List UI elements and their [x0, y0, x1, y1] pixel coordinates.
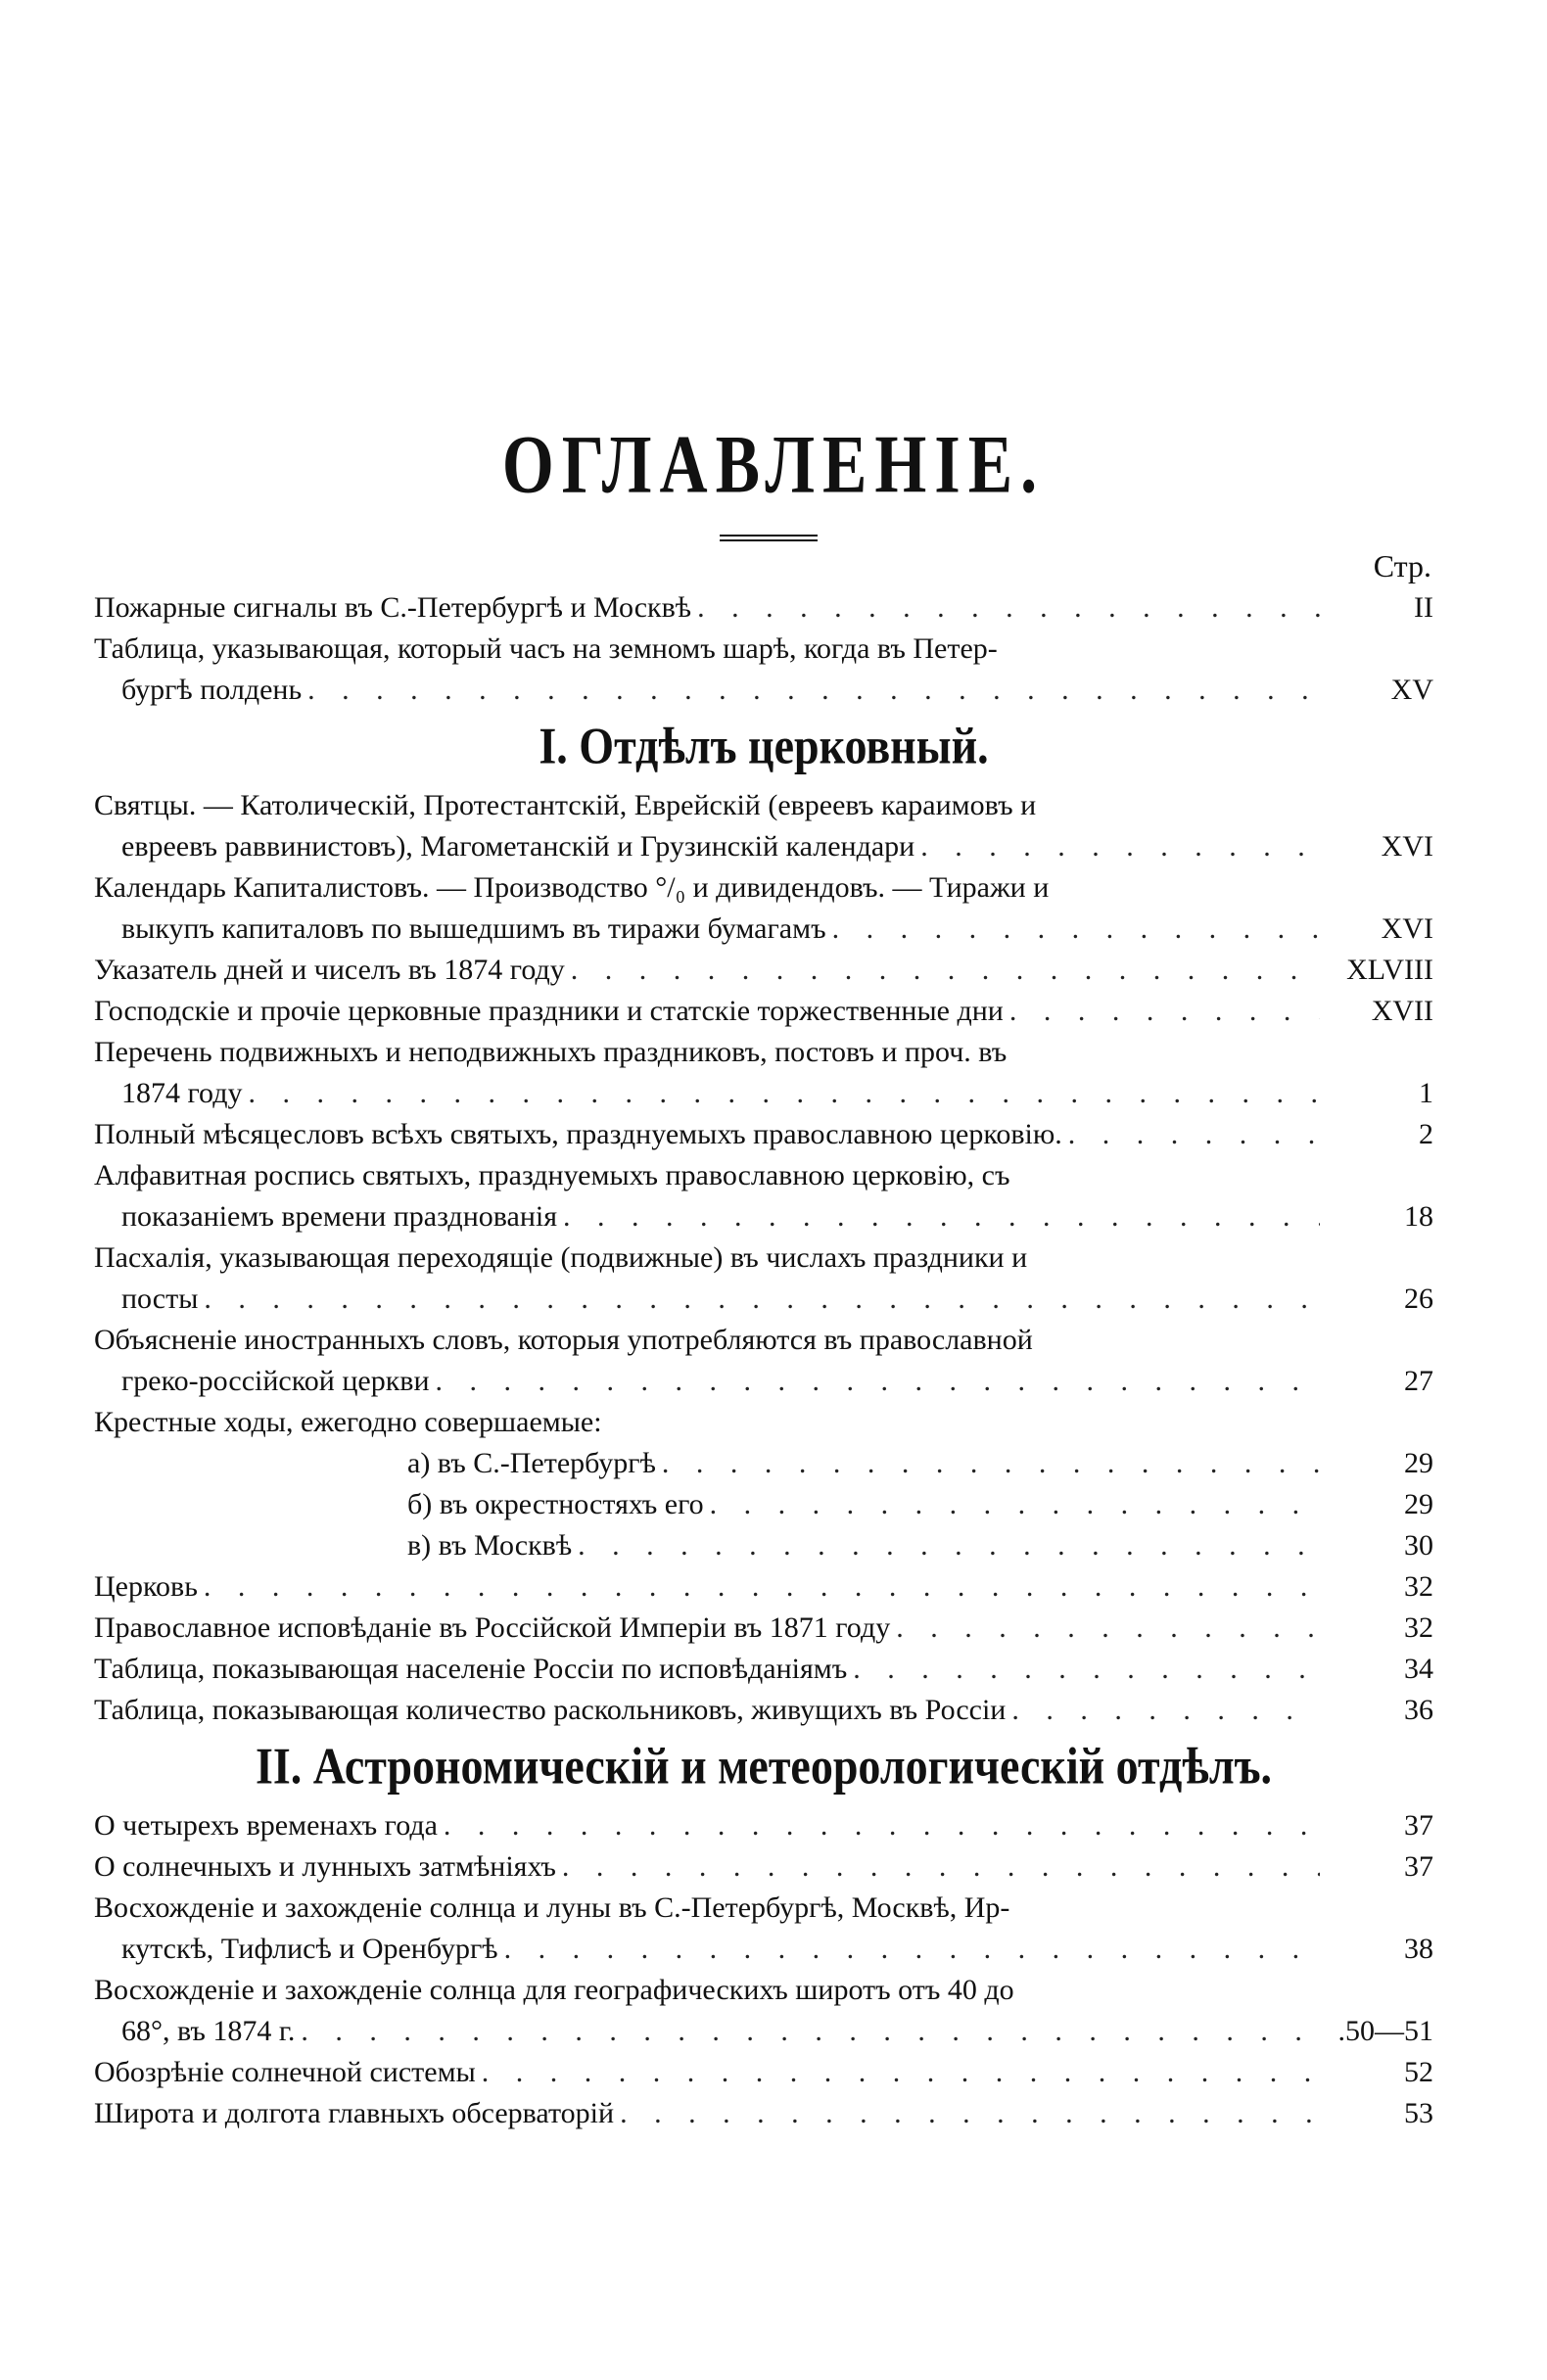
toc-entry[interactable] [94, 991, 1433, 1032]
entry-text-continued [94, 2011, 1326, 2052]
toc-entry[interactable] [94, 1846, 1433, 1888]
entry-text: Указатель дней и чиселъ въ 1874 году [94, 954, 565, 986]
entry-text-continued [94, 1929, 1326, 1970]
page-number: 29 [1404, 1488, 1433, 1520]
page-number: 53 [1404, 2097, 1433, 2129]
dot-leader [896, 1608, 1320, 1649]
entry-line [94, 587, 1326, 629]
dot-leader [853, 1649, 1320, 1690]
toc-entry[interactable] [94, 1649, 1433, 1690]
dot-leader [620, 2093, 1320, 2134]
entry-text: Восхожденіе и захожденіе солнца и луны въ С.-Петербургѣ, Москвѣ, Ир- [94, 1891, 1010, 1924]
dot-leader [504, 1929, 1320, 1970]
page-number: XVI [1381, 912, 1433, 945]
toc-entry[interactable] [94, 1888, 1433, 1970]
entry-line [94, 1566, 1326, 1608]
entry-text: Перечень подвижныхъ и неподвижныхъ праздниковъ, постовъ и проч. въ [94, 1036, 1008, 1068]
entry-line [94, 1690, 1326, 1731]
dot-leader [1011, 1690, 1320, 1731]
toc-entry[interactable] [94, 1484, 1433, 1525]
page-title: ОГЛАВЛЕНІЕ. [501, 417, 1046, 511]
page-number: 26 [1404, 1283, 1433, 1315]
toc-entry[interactable] [94, 1970, 1433, 2052]
page-number: XVII [1371, 995, 1433, 1027]
dot-leader [662, 1443, 1320, 1484]
dot-leader [444, 1805, 1320, 1846]
page-number: 29 [1404, 1447, 1433, 1479]
toc-entry[interactable] [94, 1608, 1433, 1649]
page-number: 37 [1404, 1850, 1433, 1883]
entry-text: Широта и долгота главныхъ обсерваторій [94, 2097, 615, 2129]
dot-leader [697, 587, 1320, 629]
entry-text: Православное исповѣданіе въ Россійской Имперіи въ 1871 году [94, 1611, 891, 1644]
entry-text: Восхожденіе и захожденіе солнца для географическихъ широтъ отъ 40 до [94, 1974, 1014, 2006]
entry-line [94, 2093, 1326, 2134]
toc-entry[interactable] [94, 1443, 1433, 1484]
entry-text-cont: 68°, въ 1874 г. [121, 2015, 296, 2047]
entry-text: Таблица, показывающая количество раскольниковъ, живущихъ въ Россіи [94, 1694, 1007, 1726]
toc-entry[interactable] [94, 1690, 1433, 1731]
entry-text-cont: греко-россійской церкви [121, 1365, 430, 1397]
entry-line [94, 1846, 1326, 1888]
dot-leader [571, 950, 1320, 991]
dot-leader [920, 826, 1320, 867]
dot-leader [436, 1361, 1320, 1402]
page-number: 37 [1404, 1809, 1433, 1842]
entry-text-cont: 1874 году [121, 1077, 243, 1109]
entry-text-continued [94, 1196, 1326, 1237]
toc-entry[interactable] [94, 1320, 1433, 1402]
page-column-label: Стр. [1373, 548, 1431, 583]
entry-text-continued [94, 1361, 1326, 1402]
entry-line [407, 1443, 1326, 1484]
entry-text: Таблица, указывающая, который часъ на земномъ шарѣ, когда въ Петер- [94, 632, 998, 665]
toc-entry[interactable] [94, 1237, 1433, 1320]
page-number: 27 [1404, 1365, 1433, 1397]
entry-text: Церковь [94, 1570, 198, 1603]
toc-entry[interactable] [94, 2052, 1433, 2093]
entry-line [94, 1608, 1326, 1649]
entry-text: О четырехъ временахъ года [94, 1809, 438, 1842]
page-number: 2 [1419, 1118, 1433, 1150]
entry-text: Полный мѣсяцесловъ всѣхъ святыхъ, празднуемыхъ православною церковію. [94, 1118, 1062, 1150]
page-number: XV [1390, 674, 1433, 706]
dot-leader [204, 1279, 1320, 1320]
toc-entry[interactable] [94, 1155, 1433, 1237]
page-number: 32 [1404, 1611, 1433, 1644]
toc-entry[interactable] [94, 1525, 1433, 1566]
dot-leader [832, 909, 1320, 950]
toc-entry[interactable] [94, 1805, 1433, 1846]
dot-leader [482, 2052, 1320, 2093]
page-number: II [1414, 591, 1433, 624]
entry-text: Объясненіе иностранныхъ словъ, которыя употребляются въ православной [94, 1324, 1033, 1356]
dot-leader [1009, 991, 1320, 1032]
dot-leader [301, 2011, 1320, 2052]
dot-leader [248, 1073, 1320, 1114]
toc-entry[interactable] [94, 1566, 1433, 1608]
entry-line [94, 2052, 1326, 2093]
entry-text-continued [94, 909, 1326, 950]
entry-text: Календарь Капиталистовъ. — Производство °/₀ и дивидендовъ. — Тиражи и [94, 871, 1050, 904]
entry-text: Пасхалія, указывающая переходящіе (подвижные) въ числахъ праздники и [94, 1241, 1028, 1274]
entry-text-continued [94, 670, 1326, 711]
section-heading: I. Отдѣлъ церковный. [539, 717, 989, 774]
entry-text-cont: евреевъ раввинистовъ), Магометанскій и Грузинскій календари [121, 830, 915, 863]
page-number: XLVIII [1346, 954, 1433, 986]
dot-leader [1068, 1114, 1320, 1155]
toc-entry[interactable] [94, 629, 1433, 711]
entry-text-cont: выкупъ капиталовъ по вышедшимъ въ тиражи бумагамъ [121, 912, 826, 945]
dot-leader [307, 670, 1320, 711]
entry-line [407, 1484, 1326, 1525]
toc-entry[interactable] [94, 950, 1433, 991]
entry-text-continued [94, 1073, 1326, 1114]
entry-text: Святцы. — Католическій, Протестантскій, Еврейскій (евреевъ караимовъ и [94, 789, 1037, 821]
entry-text: а) въ С.-Петербургѣ [407, 1447, 656, 1479]
entry-text-cont: бургѣ полдень [121, 674, 303, 706]
toc-list [94, 587, 1433, 2134]
toc-entry[interactable] [94, 785, 1433, 867]
entry-line [94, 950, 1326, 991]
entry-line [407, 1525, 1326, 1566]
toc-entry[interactable] [94, 867, 1433, 950]
page-number: 34 [1404, 1653, 1433, 1685]
dot-leader [204, 1566, 1320, 1608]
entry-text: О солнечныхъ и лунныхъ затмѣніяхъ [94, 1850, 556, 1883]
entry-text: Алфавитная роспись святыхъ, празднуемыхъ православною церковію, съ [94, 1159, 1010, 1191]
entry-line [94, 1649, 1326, 1690]
dot-leader [578, 1525, 1320, 1566]
entry-text: Господскіе и прочіе церковные праздники и статскіе торжественные дни [94, 995, 1004, 1027]
entry-text: в) въ Москвѣ [407, 1529, 573, 1562]
toc-entry[interactable] [94, 1032, 1433, 1114]
dot-leader [710, 1484, 1320, 1525]
page-number: .50—51 [1337, 2015, 1433, 2047]
toc-entry[interactable] [94, 587, 1433, 629]
page-number: 1 [1419, 1077, 1433, 1109]
entry-text: Обозрѣніе солнечной системы [94, 2056, 476, 2088]
entry-text-continued [94, 1279, 1326, 1320]
entry-text-cont: кутскѣ, Тифлисѣ и Оренбургѣ [121, 1933, 498, 1965]
title-rule [720, 535, 818, 544]
page-number: 30 [1404, 1529, 1433, 1562]
toc-group-label: Крестные ходы, ежегодно совершаемые: [94, 1406, 602, 1438]
entry-text-cont: посты [121, 1283, 199, 1315]
page-number: 18 [1404, 1200, 1433, 1233]
entry-text-cont: показаніемъ времени празднованія [121, 1200, 558, 1233]
page-number: 38 [1404, 1933, 1433, 1965]
entry-text: Пожарные сигналы въ С.-Петербургѣ и Москвѣ [94, 591, 692, 624]
dot-leader [563, 1196, 1320, 1237]
section-heading: II. Астрономическій и метеорологическій отдѣлъ. [255, 1737, 1273, 1795]
page-number: 52 [1404, 2056, 1433, 2088]
entry-text: Таблица, показывающая населеніе Россіи по исповѣданіямъ [94, 1653, 848, 1685]
entry-line [94, 991, 1326, 1032]
entry-text: б) въ окрестностяхъ его [407, 1488, 704, 1520]
entry-line [94, 1805, 1326, 1846]
dot-leader [562, 1846, 1320, 1888]
toc-entry[interactable] [94, 2093, 1433, 2134]
entry-text-continued [94, 826, 1326, 867]
entry-line [94, 1114, 1326, 1155]
page-number: XVI [1381, 830, 1433, 863]
page-number: 36 [1404, 1694, 1433, 1726]
page-number: 32 [1404, 1570, 1433, 1603]
toc-entry[interactable] [94, 1114, 1433, 1155]
